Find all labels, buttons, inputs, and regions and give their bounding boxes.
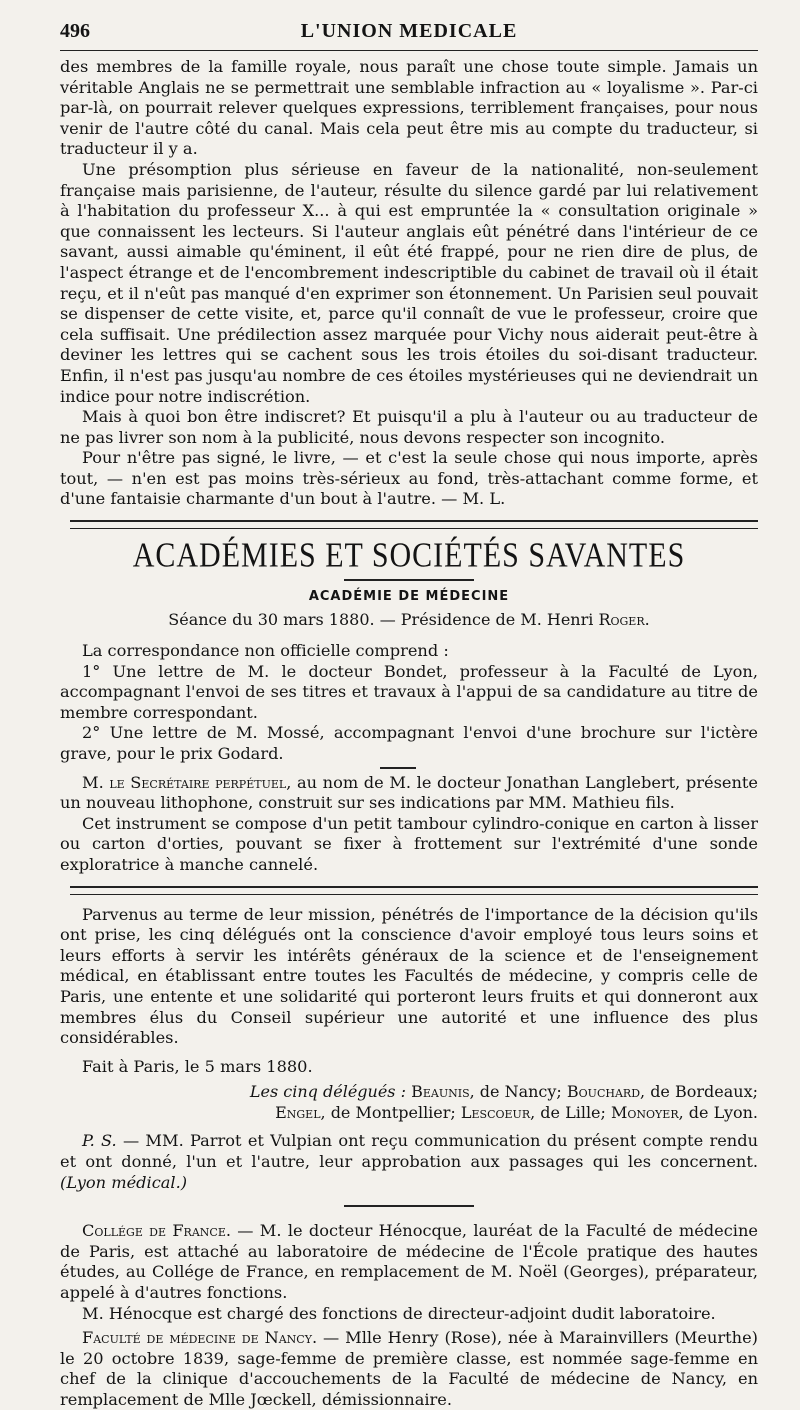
correspondence-intro: La correspondance non officielle comprend : (82, 641, 449, 661)
signatory-city: , de Montpellier; (320, 1103, 461, 1123)
college-text: — M. le docteur Hénocque, lauréat de la Faculté de médecine de Paris, est attaché au laboratoire de médecine de l'École pratique des hautes études, au Collége de France, en remplacement de M. Noël (Georges), préparateur, appelé à d'autres fonctions. (60, 1221, 758, 1302)
news-rule (344, 1205, 474, 1207)
title-rule (344, 579, 474, 581)
signatory-name: Lescoeur (460, 1103, 531, 1123)
dateline: Fait à Paris, le 5 mars 1880. (82, 1056, 313, 1076)
page-number: 496 (60, 20, 90, 42)
henocque-note: M. Hénocque est chargé des fonctions de directeur-adjoint dudit laboratoire. (82, 1303, 716, 1323)
correspondence-item-2: 2° Une lettre de M. Mossé, accompagnant l'envoi d'une brochure sur l'ictère grave, pour le prix Godard. (60, 723, 758, 764)
signatory-name: Beaunis (411, 1082, 470, 1102)
secretary-name: M. le Secrétaire perpétuel (82, 772, 287, 792)
signature-line-2 (60, 1102, 758, 1123)
seance-line (60, 610, 758, 629)
section-title: ACADÉMIES ET SOCIÉTÉS SAVANTES (132, 536, 686, 575)
signatures (60, 1081, 758, 1123)
seance-end: . (644, 610, 650, 630)
college-label: Collége de France. (82, 1221, 231, 1241)
delegates-report (60, 905, 758, 1194)
delegates-paragraph: Parvenus au terme de leur mission, pénétrés de l'importance de la décision qu'ils ont prise, les cinq délégués ont la conscience d'avoir employé tous leurs soins et leurs efforts à servir les intérêts généraux de la science et de l'enseignement médical, en établissant entre toutes les Facultés de médecine, y compris celle de Paris, une entente et une solidarité qui porteront leurs fruits et qui donneront aux membres élus du Conseil supérieur une autorité et une influence des plus considérables. (60, 904, 758, 1048)
postscript (60, 1131, 758, 1193)
secretary-text: , au nom de M. le docteur Jonathan Langlebert, présente un nouveau lithophone, construit sur ses indications par MM. Mathieu fils. (60, 772, 758, 813)
signatory-city: , de Bordeaux; (640, 1082, 758, 1102)
secretary-paragraph (60, 773, 758, 814)
section-divider (70, 520, 758, 529)
page-header (60, 16, 758, 50)
review-paragraph-4: Pour n'être pas signé, le livre, — et c'est la seule chose qui nous importe, après tout, — n'en est pas moins très-sérieux au fond, très-attachant comme forme, et d'une fantaisie charmante d'un bout à l'autre. — M. L. (60, 448, 758, 509)
signatory-name: Monoyer (611, 1103, 679, 1123)
signature-line-1 (60, 1081, 758, 1102)
college-news (60, 1221, 758, 1303)
signature-label: Les cinq délégués : (249, 1082, 406, 1102)
nancy-label: Faculté de médecine de Nancy. (82, 1328, 318, 1348)
instrument-paragraph: Cet instrument se compose d'un petit tambour cylindro-conique en carton à lisser ou carton d'orties, pouvant se fixer à frottement sur l'extrémité d'une sonde exploratrice à manche cannelé. (60, 813, 758, 874)
seance-president: Roger (598, 610, 645, 630)
header-rule (60, 50, 758, 51)
item-rule (380, 767, 416, 769)
postscript-text: — MM. Parrot et Vulpian ont reçu communication du présent compte rendu et ont donné, l'un et l'autre, leur approbation aux passages qui les concernent. (60, 1131, 758, 1171)
postscript-source: (Lyon médical.) (60, 1172, 188, 1192)
signatory-city: , de Lyon. (678, 1103, 758, 1123)
news-section (60, 1221, 758, 1410)
subsection-title: ACADÉMIE DE MÉDECINE (308, 589, 510, 605)
nancy-news (60, 1328, 758, 1410)
signatory-city: , de Lille; (530, 1103, 611, 1123)
postscript-label: P. S. (82, 1131, 117, 1151)
signatory-city: , de Nancy; (469, 1082, 567, 1102)
signatory-name: Engel (275, 1103, 321, 1123)
journal-title: L'UNION MEDICALE (300, 20, 518, 42)
seance-text: Séance du 30 mars 1880. — Présidence de M. Henri (168, 610, 599, 630)
review-paragraph-1: des membres de la famille royale, nous paraît une chose toute simple. Jamais un véritable Anglais ne se permettrait une semblable infraction au « loyalisme ». Par-ci par-là, on pourrait relever quelques expressions, terriblement françaises, pour nous venir de l'autre côté du canal. Mais cela peut être mis au compte du traducteur, si traducteur il y a. (60, 57, 758, 159)
book-review (60, 57, 758, 510)
correspondence-item-1: 1° Une lettre de M. le docteur Bondet, professeur à la Faculté de Lyon, accompagnant l'envoi de ses titres et travaux à l'appui de sa candidature au titre de membre correspondant. (60, 661, 758, 722)
review-paragraph-3: Mais à quoi bon être indiscret? Et puisqu'il a plu à l'auteur ou au traducteur de ne pas livrer son nom à la publicité, nous devons respecter son incognito. (60, 407, 758, 447)
signatory-name: Bouchard (566, 1082, 641, 1102)
review-paragraph-2: Une présomption plus sérieuse en faveur de la nationalité, non-seulement française mais parisienne, de l'auteur, résulte du silence gardé par lui relativement à l'habitation du professeur X... à qui est empruntée la « consultation originale » que connaissent les lecteurs. Si l'auteur anglais eût pénétré dans l'intérieur de ce savant, aussi aimable qu'éminent, il eût été frappé, pour ne rien dire de plus, de l'aspect étrange et de l'encombrement indescriptible du cabinet de travail où il était reçu, et il n'eût pas manqué d'en exprimer son étonnement. Un Parisien seul pouvait se dispenser de cette visite, et, parce qu'il connaît de vue le professeur, croire que cela suffisait. Une prédilection assez marquée pour Vichy nous aiderait peut-être à deviner les lettres qui se cachent sous les trois étoiles du soi-disant traducteur. Enfin, il n'est pas jusqu'au nombre de ces étoiles mystérieuses qui ne deviendrait un indice pour notre indiscrétion. (60, 159, 758, 406)
section-divider-2 (70, 886, 758, 895)
academies-section (60, 536, 758, 876)
nancy-text: — Mlle Henry (Rose), née à Marainvillers (Meurthe) le 20 octobre 1839, sage-femme de première classe, est nommée sage-femme en chef de la clinique d'accouchements de la Faculté de médecine de Nancy, en remplacement de Mlle Jœckell, démissionnaire. (60, 1328, 758, 1409)
